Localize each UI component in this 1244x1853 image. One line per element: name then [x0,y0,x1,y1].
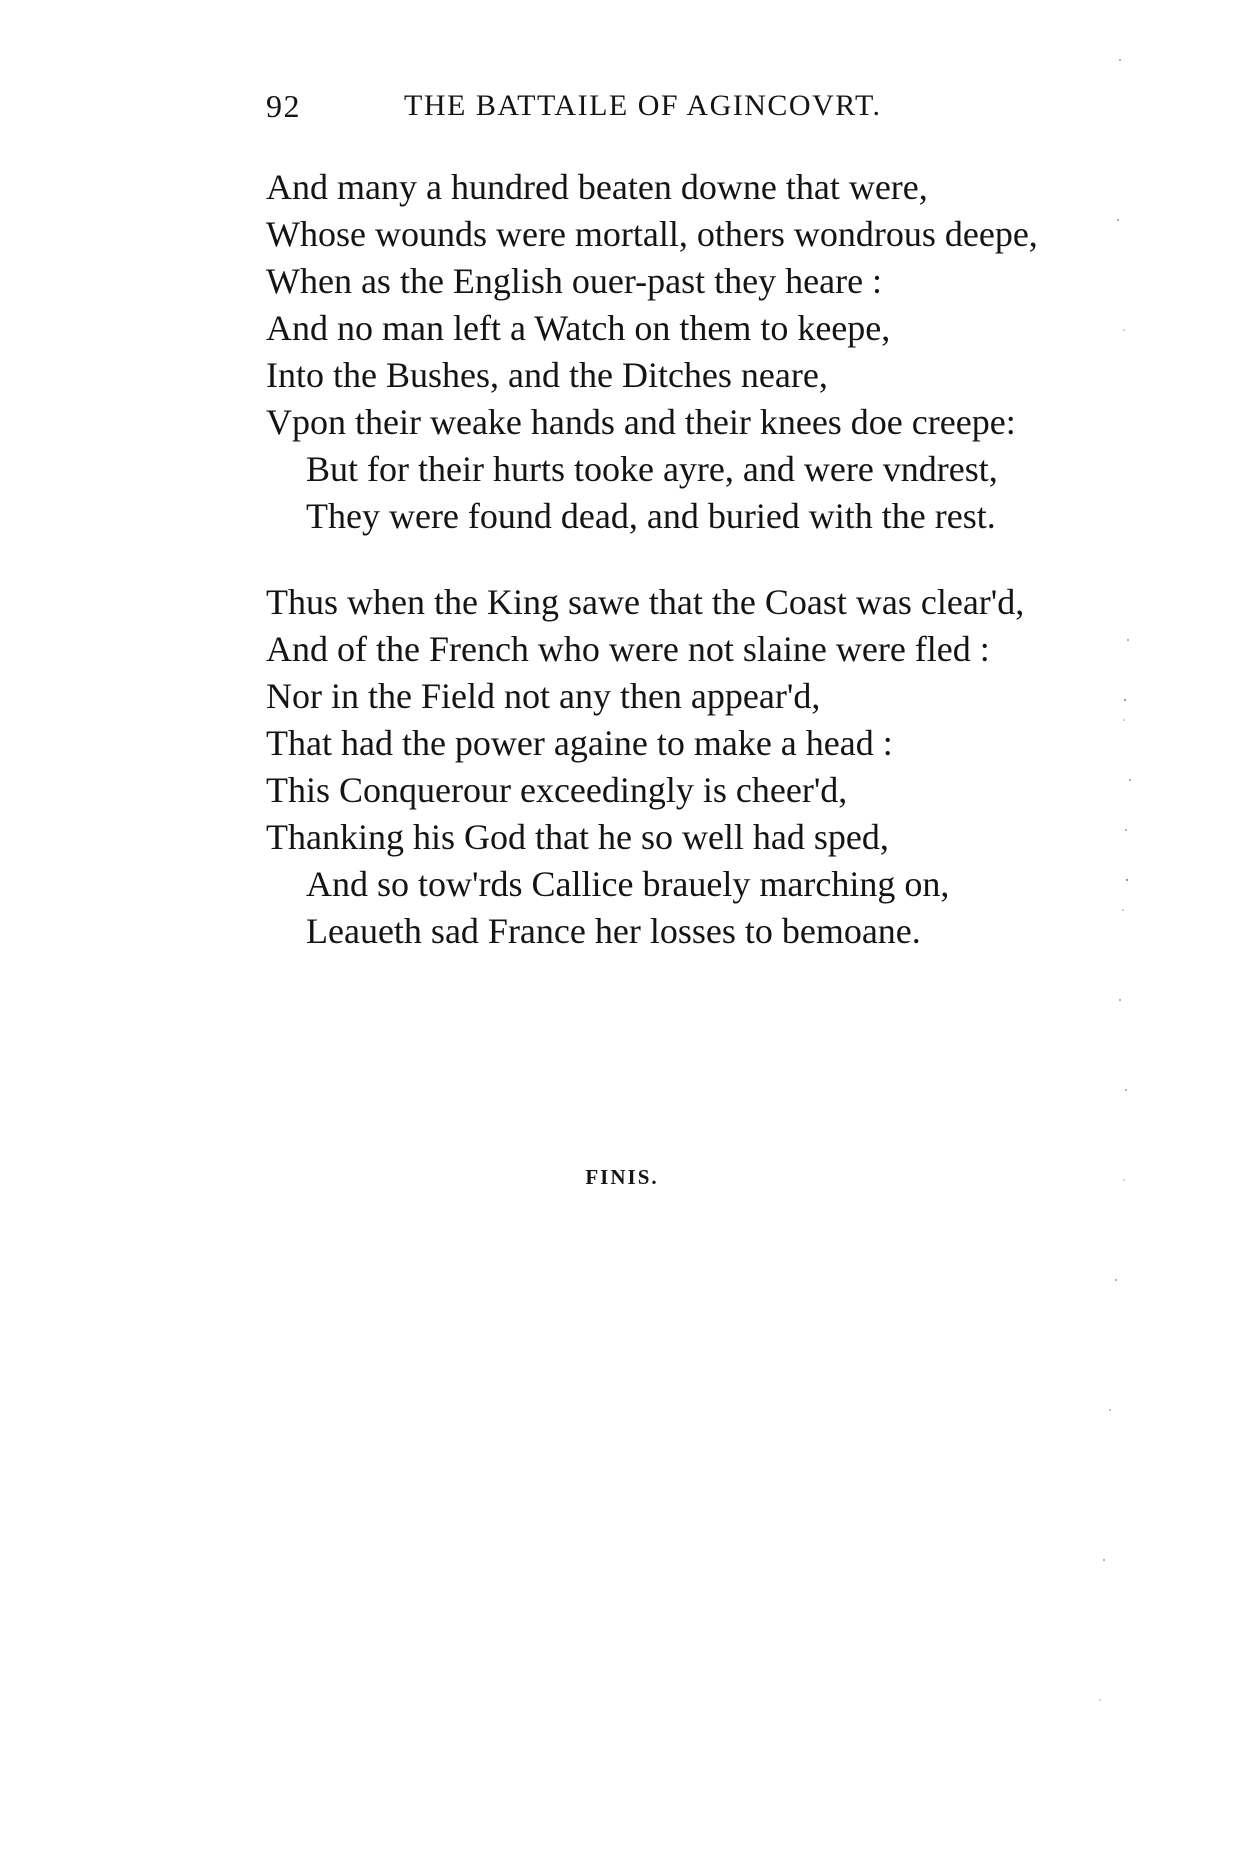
poem-line-couplet: They were found dead, and buried with the rest. [306,496,996,536]
poem-line: And many a hundred beaten downe that were, [266,167,928,207]
running-head [266,88,1036,132]
poem-line: Nor in the Field not any then appear'd, [266,676,821,716]
poem-line: And of the French who were not slaine were fled : [266,629,990,669]
poem-line: Thus when the King sawe that the Coast was clear'd, [266,582,1025,622]
poem-line: And no man left a Watch on them to keepe, [266,308,891,348]
stanza-1 [266,164,1166,540]
poem-line-couplet: And so tow'rds Callice brauely marching on, [306,864,950,904]
poem-line-couplet: But for their hurts tooke ayre, and were vndrest, [306,449,998,489]
poem-line: This Conquerour exceedingly is cheer'd, [266,770,848,810]
poem-line-couplet: Leaueth sad France her losses to bemoane. [306,911,921,951]
running-title: THE BATTAILE OF AGINCOVRT. [404,89,882,122]
poem-line: Whose wounds were mortall, others wondrous deepe, [266,214,1038,254]
finis-mark: FINIS. [585,1165,659,1189]
poem-line: When as the English ouer-past they heare : [266,261,883,301]
scan-specks [1080,0,1170,1853]
poem-line: Thanking his God that he so well had sped, [266,817,889,857]
page-number: 92 [266,88,301,124]
stanza-2 [266,579,1166,955]
poem-line: Vpon their weake hands and their knees doe creepe: [266,402,1016,442]
poem-line: That had the power againe to make a head : [266,723,893,763]
poem-line: Into the Bushes, and the Ditches neare, [266,355,828,395]
